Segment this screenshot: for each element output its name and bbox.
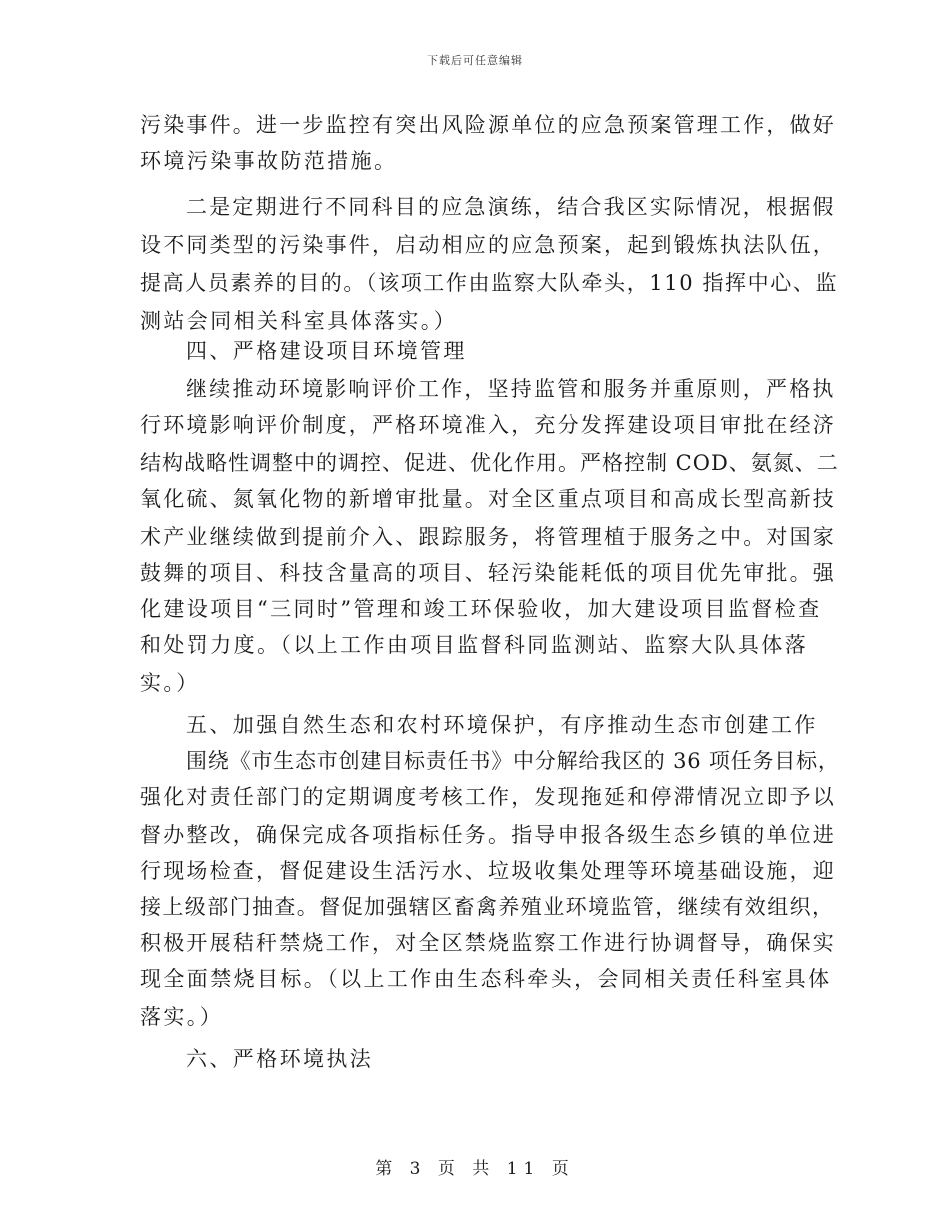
text-line: 提高人员素养的目的。（该项工作由监察大队牵头，110 指挥中心、监 xyxy=(140,271,839,295)
text-line: 和处罚力度。（以上工作由项目监督科同监测站、监察大队具体落 xyxy=(140,633,809,657)
text-line: 行现场检查，督促建设生活污水、垃圾收集处理等环境基础设施，迎 xyxy=(140,859,836,883)
text-line: 术产业继续做到提前介入、跟踪服务，将管理植于服务之中。对国家 xyxy=(140,525,836,549)
text-line: 现全面禁烧目标。（以上工作由生态科牵头，会同相关责任科室具体 xyxy=(140,967,832,991)
text-line: 督办整改，确保完成各项指标任务。指导申报各级生态乡镇的单位进 xyxy=(140,823,836,847)
text-line: 测站会同相关科室具体落实。） xyxy=(140,309,458,333)
page-header-note: 下载后可任意编辑 xyxy=(427,54,523,67)
text-line: 实。） xyxy=(140,671,200,695)
text-line: 结构战略性调整中的调控、促进、优化作用。严格控制 COD、氨氮、二 xyxy=(140,451,839,475)
text-line: 继续推动环境影响评价工作，坚持监管和服务并重原则，严格执 xyxy=(186,377,836,401)
text-line: 氧化硫、氮氧化物的新增审批量。对全区重点项目和高成长型高新技 xyxy=(140,487,836,511)
text-line: 环境污染事故防范措施。 xyxy=(140,149,398,173)
page-number-footer: 第 3 页 共 11 页 xyxy=(375,1159,575,1179)
text-line: 积极开展秸秆禁烧工作，对全区禁烧监察工作进行协调督导，确保实 xyxy=(140,931,836,955)
text-line: 二是定期进行不同科目的应急演练，结合我区实际情况，根据假 xyxy=(186,195,836,219)
text-line: 设不同类型的污染事件，启动相应的应急预案，起到锻炼执法队伍， xyxy=(140,233,836,257)
text-line: 行环境影响评价制度，严格环境准入，充分发挥建设项目审批在经济 xyxy=(140,413,836,437)
text-line: 鼓舞的项目、科技含量高的项目、轻污染能耗低的项目优先审批。强 xyxy=(140,561,836,585)
text-line: 围绕《市生态市创建目标责任书》中分解给我区的 36 项任务目标， xyxy=(186,749,840,773)
text-line: 接上级部门抽查。督促加强辖区畜禽养殖业环境监管，继续有效组织， xyxy=(140,895,835,919)
text-line: 化建设项目“三同时”管理和竣工环保验收，加大建设项目监督检查 xyxy=(140,597,822,621)
text-line: 强化对责任部门的定期调度考核工作，发现拖延和停滞情况立即予以 xyxy=(140,785,836,809)
section-heading-5: 五、加强自然生态和农村环境保护，有序推动生态市创建工作 xyxy=(186,713,818,737)
text-line: 污染事件。进一步监控有突出风险源单位的应急预案管理工作，做好 xyxy=(140,113,836,137)
text-line: 落实。） xyxy=(140,1005,224,1029)
section-heading-6: 六、严格环境执法 xyxy=(186,1047,374,1071)
section-heading-4: 四、严格建设项目环境管理 xyxy=(186,339,467,363)
